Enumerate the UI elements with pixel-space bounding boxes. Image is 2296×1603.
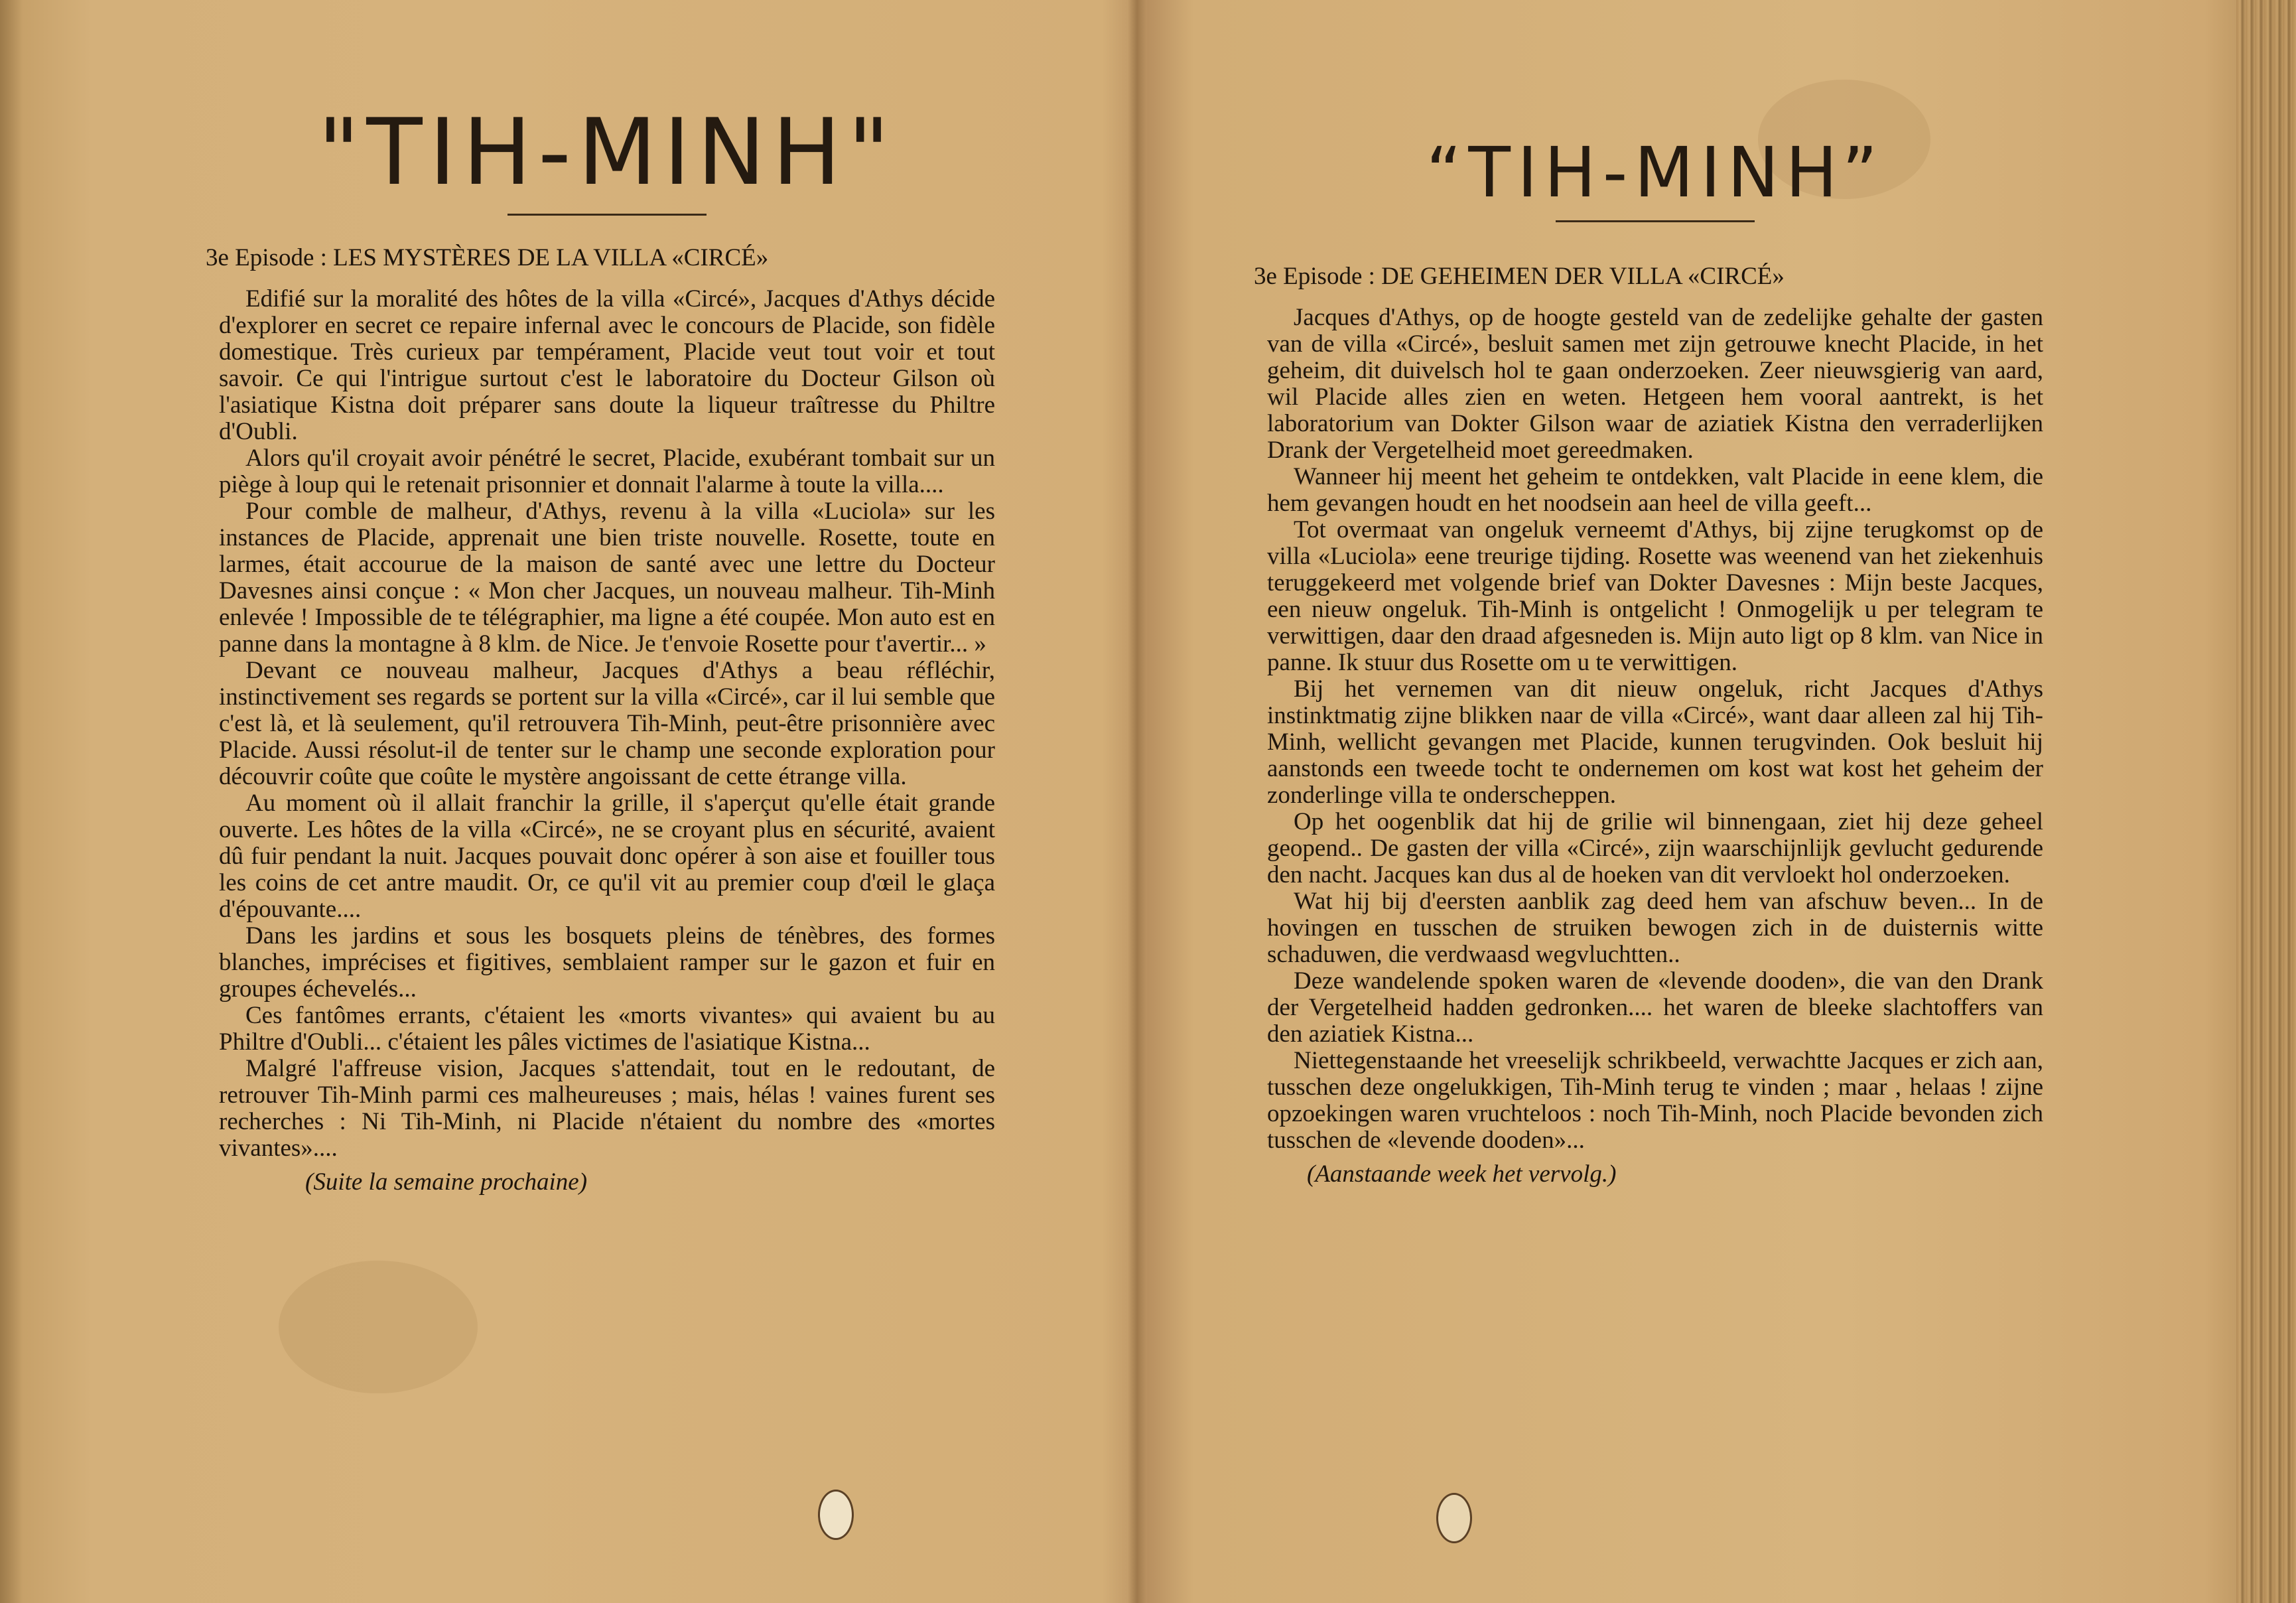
paragraph: Malgré l'affreuse vision, Jacques s'attendait, tout en le redoutant, de retrouver Tih-Minh parmi ces malheureuses ; mais, hélas ! vaines furent ses recherches : Ni Tih-Minh, ni Placide n'étaient du nombre des «mortes vivantes».... xyxy=(219,1055,995,1162)
paragraph: Au moment où il allait franchir la grille, il s'aperçut qu'elle était grande ouverte. Les hôtes de la villa «Circé», ne se croyant plus en sécurité, avaient dû fuir pendant la nuit. Jacques pouvait donc opérer à son aise et fouiller tous les coins de cet antre maudit. Or, ce qu'il vit au premier coup d'œil le glaça d'épouvante.... xyxy=(219,790,995,923)
paragraph: Op het oogenblik dat hij de grilie wil binnengaan, ziet hij deze geheel geopend.. De gasten der villa «Circé», zijn waarschijnlijk gevlucht gedurende den nacht. Jacques kan dus al de hoeken van dit vervloekt hol onderzoeken. xyxy=(1267,808,2043,888)
paragraph: Pour comble de malheur, d'Athys, revenu à la villa «Luciola» sur les instances de Placide, apprenait une bien triste nouvelle. Rosette, toute en larmes, était accourue de la maison de santé avec une lettre du Docteur Davesnes ainsi conçue : « Mon cher Jacques, un nouveau malheur. Tih-Minh enlevée ! Impossible de te télégraphier, ma ligne a été coupée. Mon auto est en panne dans la montagne à 8 klm. de Nice. Je t'envoie Rosette pour t'avertir... » xyxy=(219,498,995,658)
right-page-edges xyxy=(2236,0,2296,1603)
title-divider xyxy=(1556,220,1755,222)
punch-hole xyxy=(818,1490,854,1540)
paragraph: Tot overmaat van ongeluk verneemt d'Athys, bij zijne terugkomst op de villa «Luciola» eene treurige tijding. Rosette was weenend van het ziekenhuis teruggekeerd met volgende brief van Dokter Davesnes : Mijn beste Jacques, een nieuw ongeluk. Tih-Minh is ontgelicht ! Onmogelijk u per telegram te verwittigen, daar den draad afgesneden is. Mijn auto ligt op 8 klm. van Nice in panne. Ik stuur dus Rosette om u te verwittigen. xyxy=(1267,516,2043,676)
title-divider xyxy=(507,214,707,216)
continued-note: (Suite la semaine prochaine) xyxy=(305,1168,588,1196)
left-paper-edge xyxy=(0,0,23,1603)
article-body xyxy=(1267,305,2043,1154)
paragraph: Edifié sur la moralité des hôtes de la villa «Circé», Jacques d'Athys décide d'explorer en secret ce repaire infernal avec le concours de Placide, son fidèle domestique. Très curieux par tempérament, Placide veut tout voir et tout savoir. Ce qui l'intrigue surtout c'est le laboratoire du Docteur Gilson où l'asiatique Kistna doit préparer sans doute la liqueur traîtresse du Philtre d'Oubli. xyxy=(219,285,995,445)
paragraph: Devant ce nouveau malheur, Jacques d'Athys a beau réfléchir, instinctivement ses regards se portent sur la villa «Circé», car il lui semble que c'est là, et là seulement, qu'il retrouvera Tih-Minh, peut-être prisonnière avec Placide. Aussi résolut-il de tenter sur le champ une seconde exploration pour découvrir coûte que coûte le mystère angoissant de cette étrange villa. xyxy=(219,657,995,790)
paragraph: Alors qu'il croyait avoir pénétré le secret, Placide, exubérant tombait sur un piège à loup qui le retenait prisonnier et donnait l'alarme à toute la villa.... xyxy=(219,445,995,498)
paragraph: Jacques d'Athys, op de hoogte gesteld van de zedelijke gehalte der gasten van de villa «Circé», besluit samen met zijn getrouwe knecht Placide, in het geheim, dit duivelsch hol te gaan onderzoeken. Zeer nieuwsgierig van aard, wil Placide alles zien en weten. Hetgeen hem vooral aantrekt, is het laboratorium van Dokter Gilson waar de aziatiek Kistna den verraderlijken Drank der Vergetelheid moet gereedmaken. xyxy=(1267,304,2043,464)
right-page xyxy=(1254,0,2043,1603)
paragraph: Deze wandelende spoken waren de «levende dooden», die van den Drank der Vergetelheid hadden gedronken.... het waren de bleeke slachtoffers van den aziatiek Kistna... xyxy=(1267,967,2043,1048)
episode-heading: 3e Episode : DE GEHEIMEN DER VILLA «CIRCÉ» xyxy=(1254,263,1785,290)
paragraph: Ces fantômes errants, c'étaient les «morts vivantes» qui avaient bu au Philtre d'Oubli... c'étaient les pâles victimes de l'asiatique Kistna... xyxy=(219,1002,995,1056)
episode-heading: 3e Episode : LES MYSTÈRES DE LA VILLA «CIRCÉ» xyxy=(206,244,769,271)
paragraph: Wat hij bij d'eersten aanblik zag deed hem van afschuw beven... In de hovingen en tusschen de struiken bewogen zich in de duisternis witte schaduwen, die verdwaasd wegvluchtten.. xyxy=(1267,888,2043,968)
paragraph: Niettegenstaande het vreeselijk schrikbeeld, verwachtte Jacques er zich aan, tusschen deze ongelukkigen, Tih-Minh terug te vinden ; maar , helaas ! zijne opzoekingen waren vruchteloos : noch Tih-Minh, noch Placide bevonden zich tusschen de «levende dooden»... xyxy=(1267,1047,2043,1154)
article-body xyxy=(219,286,995,1162)
punch-hole xyxy=(1436,1493,1472,1543)
left-page xyxy=(206,0,995,1603)
continued-note: (Aanstaande week het vervolg.) xyxy=(1307,1160,1617,1188)
paragraph: Wanneer hij meent het geheim te ontdekken, valt Placide in eene klem, die hem gevangen houdt en het noodsein aan heel de villa geeft... xyxy=(1267,463,2043,517)
page-title: "TIH-MINH" xyxy=(317,99,897,206)
page-title: “TIH-MINH” xyxy=(1426,132,1885,213)
paragraph: Bij het vernemen van dit nieuw ongeluk, richt Jacques d'Athys instinktmatig zijne blikken naar de villa «Circé», want daar alleen zal hij Tih-Minh, wellicht gevangen met Placide, kunnen terugvinden. Ook besluit hij aanstonds een tweede tocht te ondernemen om kost wat kost het geheim der zonderlinge villa te onderscheppen. xyxy=(1267,675,2043,809)
center-fold xyxy=(1128,0,1146,1603)
paragraph: Dans les jardins et sous les bosquets pleins de ténèbres, des formes blanches, imprécises et figitives, semblaient ramper sur le gazon et fuir en groupes échevelés... xyxy=(219,922,995,1003)
